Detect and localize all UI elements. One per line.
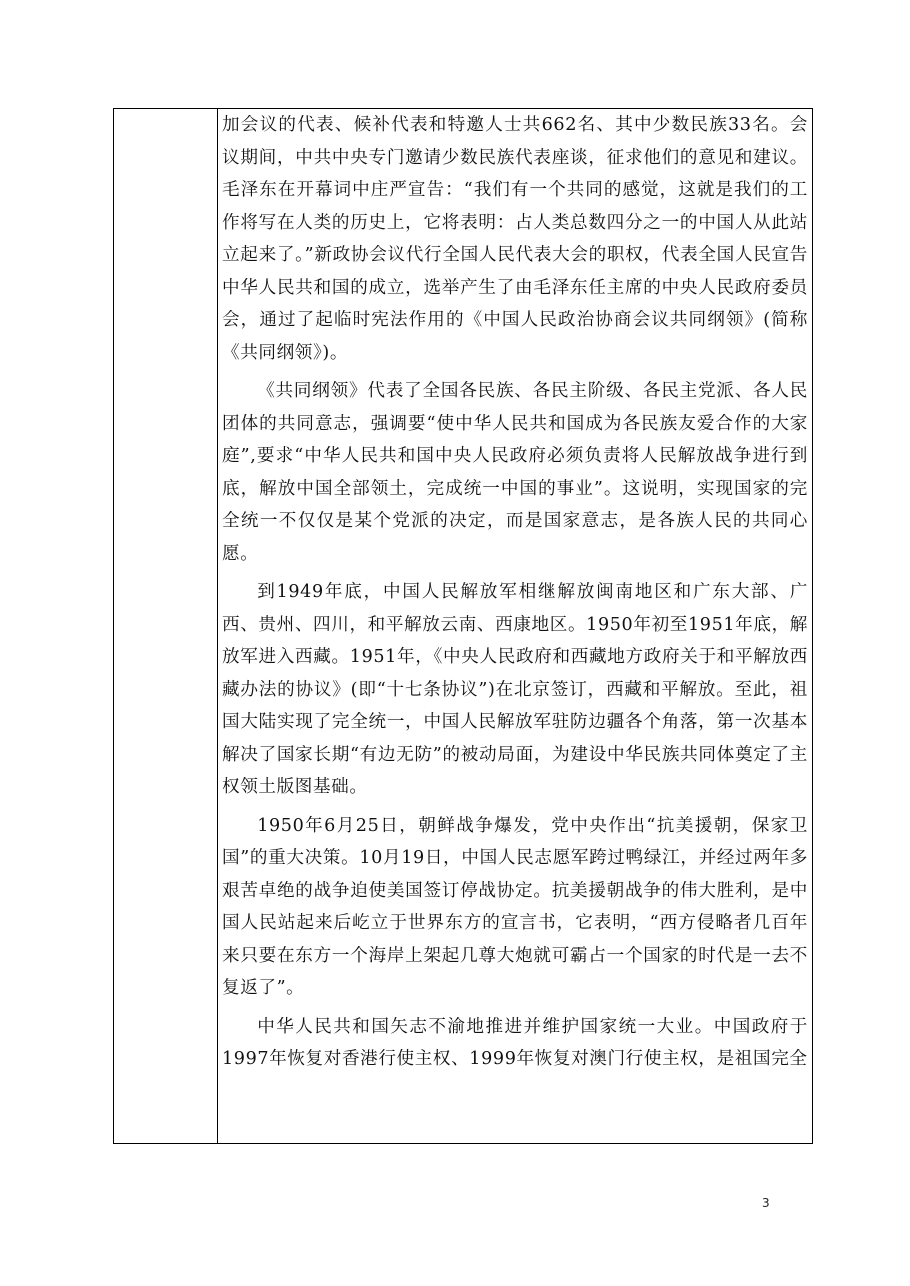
paragraph-3: 到1949年底，中国人民解放军相继解放闽南地区和广东大部、广西、贵州、四川，和平解放云南、西康地区。1950年初至1951年底，解放军进入西藏。1951年，《中央人民政府和西藏地方政府关于和平解放西藏办法的协议》(即“十七条协议”)在北京签订，西藏和平解放。至此，祖国大陆实现了完全统一，中国人民解放军驻防边疆各个角落，第一次基本解决了国家长期“有边无防”的被动局面，为建设中华民族共同体奠定了主权领土版图基础。 xyxy=(222,582,808,797)
paragraph-2: 《共同纲领》代表了全国各民族、各民主阶级、各民主党派、各人民团体的共同意志，强调要“使中华人民共和国成为各民族友爱合作的大家庭”,要求“中华人民共和国中央人民政府必须负责将人民解放战争进行到底，解放中国全部领土，完成统一中国的事业”。这说明，实现国家的完全统一不仅仅是某个党派的决定，而是国家意志，是各族人民的共同心愿。 xyxy=(222,381,808,564)
paragraph-1: 加会议的代表、候补代表和特邀人士共662名、其中少数民族33名。会议期间，中共中央专门邀请少数民族代表座谈，征求他们的意见和建议。毛泽东在开幕词中庄严宣告：“我们有一个共同的感觉，这就是我们的工作将写在人类的历史上，它将表明：占人类总数四分之一的中国人从此站立起来了。”新政协会议代行全国人民代表大会的职权，代表全国人民宣告中华人民共和国的成立，选举产生了由毛泽东任主席的中央人民政府委员会，通过了起临时宪法作用的《中国人民政治协商会议共同纲领》(简称《共同纲领》)。 xyxy=(222,115,808,363)
table-content-cell xyxy=(222,109,808,1143)
document-table xyxy=(113,108,813,1144)
paragraph-5: 中华人民共和国矢志不渝地推进并维护国家统一大业。中国政府于1997年恢复对香港行使主权、1999年恢复对澳门行使主权，是祖国完全 xyxy=(222,1016,808,1069)
paragraph-4: 1950年6月25日，朝鲜战争爆发，党中央作出“抗美援朝，保家卫国”的重大决策。10月19日，中国人民志愿军跨过鸭绿江，并经过两年多艰苦卓绝的战争迫使美国签订停战协定。抗美援朝战争的伟大胜利，是中国人民站起来后屹立于世界东方的宣言书，它表明，“西方侵略者几百年来只要在东方一个海岸上架起几尊大炮就可霸占一个国家的时代是一去不复返了”。 xyxy=(222,815,808,998)
table-left-column xyxy=(114,109,218,1143)
page-number: 3 xyxy=(762,1196,770,1210)
